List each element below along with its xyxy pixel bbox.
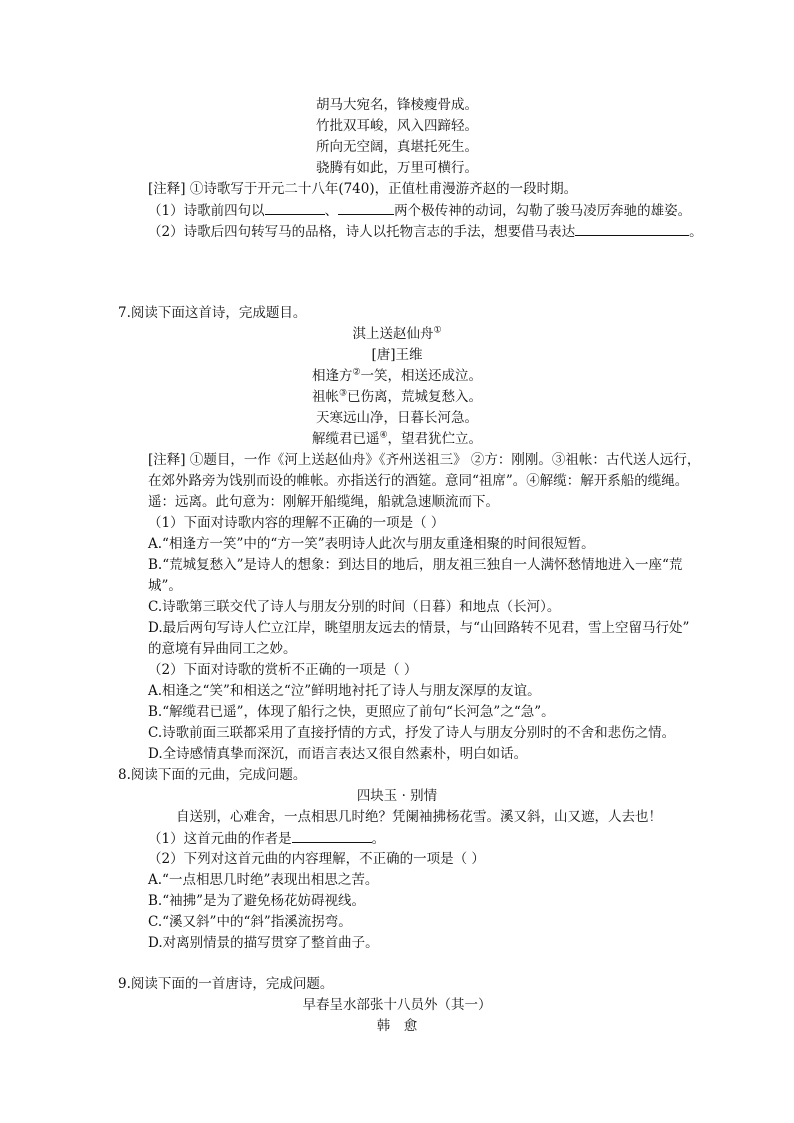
poem-text: 天寒远山净，日暮长河急。 — [316, 410, 478, 426]
q7-option-b-cont: 城”。 — [148, 578, 182, 594]
q7-note-line-1: [注释] ①题目，一作《河上送赵仙舟》《齐州送祖三》 ②方：刚刚。③祖帐：古代送人远行， — [148, 452, 701, 468]
answer-blank[interactable] — [575, 221, 689, 236]
q7-title-text: 淇上送赵仙舟 — [352, 326, 434, 342]
poem1-line-1: 胡马大宛名，锋棱瘦骨成。 — [316, 97, 478, 113]
poem1-line-3: 所向无空阔，真堪托死生。 — [316, 139, 478, 155]
poem1-line-4: 骁腾有如此，万里可横行。 — [316, 160, 478, 176]
q7-sub2-option-a: A.相逢之“笑”和相送之“泣”鲜明地衬托了诗人与朋友深厚的友谊。 — [148, 683, 541, 699]
footnote-mark: ② — [352, 367, 361, 378]
footnote-mark: ③ — [338, 388, 348, 399]
q7-title — [0, 324, 794, 344]
q7-poem-line-3 — [0, 408, 794, 428]
q8-option-a: A.“一点相思几时绝”表现出相思之苦。 — [148, 872, 379, 888]
q7-subquestion-1: （1）下面对诗歌内容的理解不正确的一项是（ ） — [148, 515, 445, 531]
q8-sub1-text: （1）这首元曲的作者是 — [148, 831, 292, 847]
q7-poem-line-1 — [0, 366, 794, 386]
q7-option-a: A.“相逢方一笑”中的“方一笑”表明诗人此次与朋友重逢相聚的时间很短暂。 — [148, 536, 595, 552]
q8-subquestion-1 — [148, 828, 385, 849]
q8-text: 自送别，心难舍，一点相思几时绝？凭阑袖拂杨花雪。溪又斜，山又遮，人去也！ — [176, 809, 662, 825]
q8-title: 四块玉 · 别情 — [356, 788, 438, 804]
q1-sep: 、 — [324, 203, 339, 219]
poem-text: ，望君犹伫立。 — [387, 431, 483, 447]
q1-text-b: 两个极传神的动词，勾勒了骏马凌厉奔驰的雄姿。 — [394, 203, 692, 219]
q9-author: 韩 愈 — [376, 1018, 418, 1034]
q8-intro: 8.阅读下面的元曲，完成问题。 — [118, 767, 307, 783]
q2-text-a: （2）诗歌后四句转写马的品格，诗人以托物言志的手法，想要借马表达 — [148, 224, 576, 240]
poem1-question-2 — [148, 221, 703, 242]
answer-blank[interactable] — [338, 200, 394, 215]
q9-title: 早春呈水部张十八员外（其一） — [302, 997, 492, 1013]
footnote-mark: ④ — [379, 430, 388, 441]
poem-text: 解缆君已遥 — [311, 431, 380, 447]
q8-subquestion-2: （2）下列对这首元曲的内容理解，不正确的一项是（ ） — [148, 851, 485, 867]
q7-option-b: B.“荒城复愁入”是诗人的想象：到达目的地后，朋友祖三独自一人满怀愁情地进入一座“荒 — [148, 557, 683, 573]
q7-note-line-3: 遥：远离。此句意为：刚解开船缆绳，船就急速顺流而下。 — [148, 494, 499, 510]
q7-option-c: C.诗歌第三联交代了诗人与朋友分别的时间（日暮）和地点（长河）。 — [148, 599, 561, 615]
q7-subquestion-2: （2）下面对诗歌的赏析不正确的一项是（ ） — [148, 662, 418, 678]
q7-sub2-option-d: D.全诗感情真挚而深沉，而语言表达又很自然素朴，明白如话。 — [148, 746, 528, 762]
poem1-question-1 — [148, 200, 691, 221]
q7-poem-line-4 — [0, 429, 794, 449]
poem1-line-2: 竹批双耳峻，风入四蹄轻。 — [316, 118, 478, 134]
poem-text: 祖帐 — [311, 389, 339, 405]
q7-title-footnote: ① — [433, 325, 442, 336]
q7-poem-line-2 — [0, 387, 794, 407]
poem1-note: [注释] ①诗歌写于开元二十八年(740)，正值杜甫漫游齐赵的一段时期。 — [148, 181, 578, 197]
poem-text: 相逢方 — [311, 368, 353, 384]
q8-option-c: C.“溪又斜”中的“斜”指溪流拐弯。 — [148, 914, 352, 930]
answer-blank[interactable] — [292, 828, 372, 843]
q2-text-b: 。 — [689, 224, 703, 240]
q7-option-d: D.最后两句写诗人伫立江岸，眺望朋友远去的情景，与“山回路转不见君，雪上空留马行处” — [148, 620, 690, 636]
poem-text: 一笑，相送还成泣。 — [360, 368, 483, 384]
q7-intro: 7.阅读下面这首诗，完成题目。 — [118, 305, 307, 321]
q7-note-line-2: 在郊外路旁为饯别而设的帷帐。亦指送行的酒筵。意同“祖席”。④解缆：解开系船的缆绳。 — [148, 473, 689, 489]
poem-text: 已伤离，荒城复愁入。 — [347, 389, 483, 405]
q8-option-d: D.对离别情景的描写贯穿了整首曲子。 — [148, 935, 379, 951]
q7-sub2-option-b: B.“解缆君已遥”，体现了船行之快，更照应了前句“长河急”之“急”。 — [148, 704, 555, 720]
q7-sub2-option-c: C.诗歌前面三联都采用了直接抒情的方式，抒发了诗人与朋友分别时的不舍和悲伤之情。 — [148, 725, 676, 741]
q8-sub1-end: 。 — [371, 831, 386, 847]
q7-author: [唐]王维 — [371, 347, 423, 363]
q9-intro: 9.阅读下面的一首唐诗，完成问题。 — [118, 976, 334, 992]
answer-blank[interactable] — [265, 200, 325, 215]
q7-option-d-cont: 的意境有异曲同工之妙。 — [148, 641, 297, 657]
q1-text-a: （1）诗歌前四句以 — [148, 203, 265, 219]
q8-option-b: B.“袖拂”是为了避免杨花妨碍视线。 — [148, 893, 366, 909]
